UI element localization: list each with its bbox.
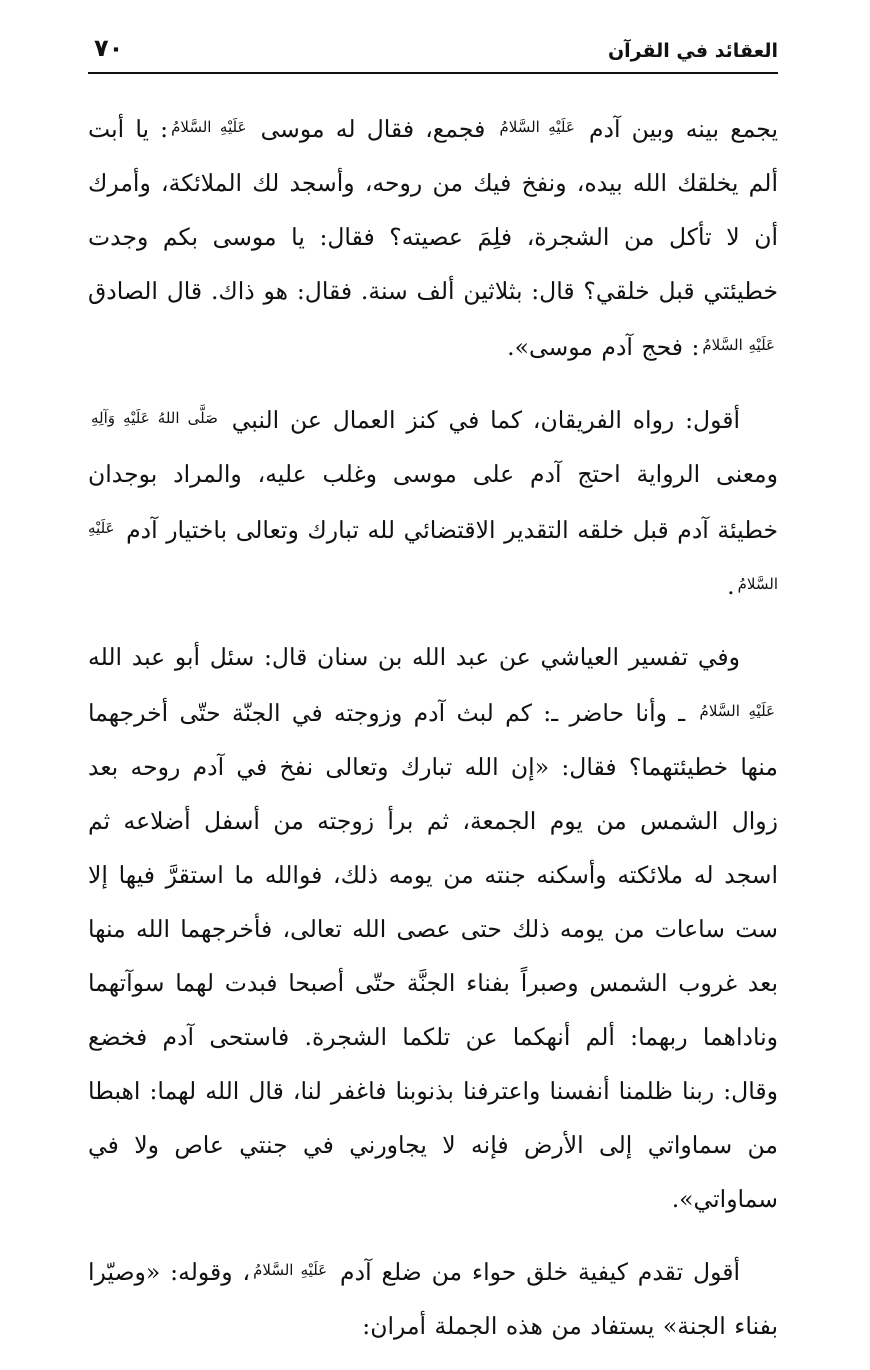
text-segment: أقول: رواه الفريقان، كما في كنز العمال عن النبي [220, 406, 740, 434]
honorific-seal-icon: عَلَيْهِ السَّلامُ [699, 702, 776, 720]
text-segment: ، وقوله: «وصيّرا بفناء الجنة» يستفاد من هذه الجملة أمران: [88, 1258, 778, 1340]
text-segment: يجمع بينه وبين آدم [577, 115, 778, 143]
honorific-seal-icon: صَلَّى اللهُ عَلَيْهِ وَآلِهِ [91, 409, 218, 427]
honorific-seal-icon: عَلَيْهِ السَّلامُ [88, 519, 778, 593]
paragraph [88, 100, 778, 374]
text-segment: : فحج آدم موسى». [507, 333, 700, 361]
running-title: العقائد في القرآن [607, 40, 778, 62]
page-number: ٧٠ [94, 34, 124, 62]
text-segment: . [727, 572, 735, 600]
honorific-seal-icon: عَلَيْهِ السَّلامُ [253, 1261, 328, 1279]
paragraph [88, 630, 778, 1226]
text-segment: ـ وأنا حاضر ـ: كم لبث آدم وزوجته في الجنّة حتّى أخرجهما منها خطيئتهما؟ فقال: «إن الله تبارك وتعالى نفخ في آدم روحه بعد زوال الشمس من يوم الجمعة، ثم برأ زوجته من أسفل أضلاعه ثم اسجد له ملائكته وأسكنه جنته من يومه ذلك، فوالله ما استقرَّ فيها إلا ست ساعات من يومه ذلك حتى عصى الله تعالى، فأخرجهما الله منها بعد غروب الشمس وصبراً بفناء الجنَّة حتّى أصبحا فبدت لهما سوآتهما وناداهما ربهما: ألم أنهكما عن تلكما الشجرة. فاستحى آدم فخضع وقال: ربنا ظلمنا أنفسنا واعترفنا بذنوبنا فاغفر لنا، قال الله لهما: اهبطا من سماواتي إلى الأرض فإنه لا يجاورني في جنتي عاص ولا في سماواتي». [88, 699, 778, 1213]
honorific-seal-icon: عَلَيْهِ السَّلامُ [702, 336, 775, 354]
paragraph [88, 391, 778, 613]
text-segment: فجمع، فقال له موسى [249, 115, 486, 143]
honorific-seal-icon: عَلَيْهِ السَّلامُ [171, 118, 247, 136]
text-segment: وفي تفسير العياشي عن عبد الله بن سنان قال: سئل أبو عبد الله [88, 643, 740, 671]
body-text [88, 100, 778, 1370]
text-segment: أقول تقدم كيفية خلق حواء من ضلع آدم [330, 1258, 740, 1286]
honorific-seal-icon: عَلَيْهِ السَّلامُ [499, 118, 575, 136]
page-header [88, 30, 778, 74]
text-segment: ومعنى الرواية احتج آدم على موسى وغلب عليه، والمراد بوجدان خطيئة آدم قبل خلقه التقدير الاقتضائي لله تبارك وتعالى باختيار آدم [88, 460, 778, 544]
paragraph [88, 1243, 778, 1353]
text-segment: : يا أبت ألم يخلقك الله بيده، ونفخ فيك من روحه، وأسجد لك الملائكة، وأمرك أن لا تأكل من الشجرة، فلِمَ عصيته؟ فقال: يا موسى بكم وجدت خطيئتي قبل خلقي؟ قال: بثلاثين ألف سنة. فقال: هو ذاك. قال الصادق [88, 115, 778, 305]
